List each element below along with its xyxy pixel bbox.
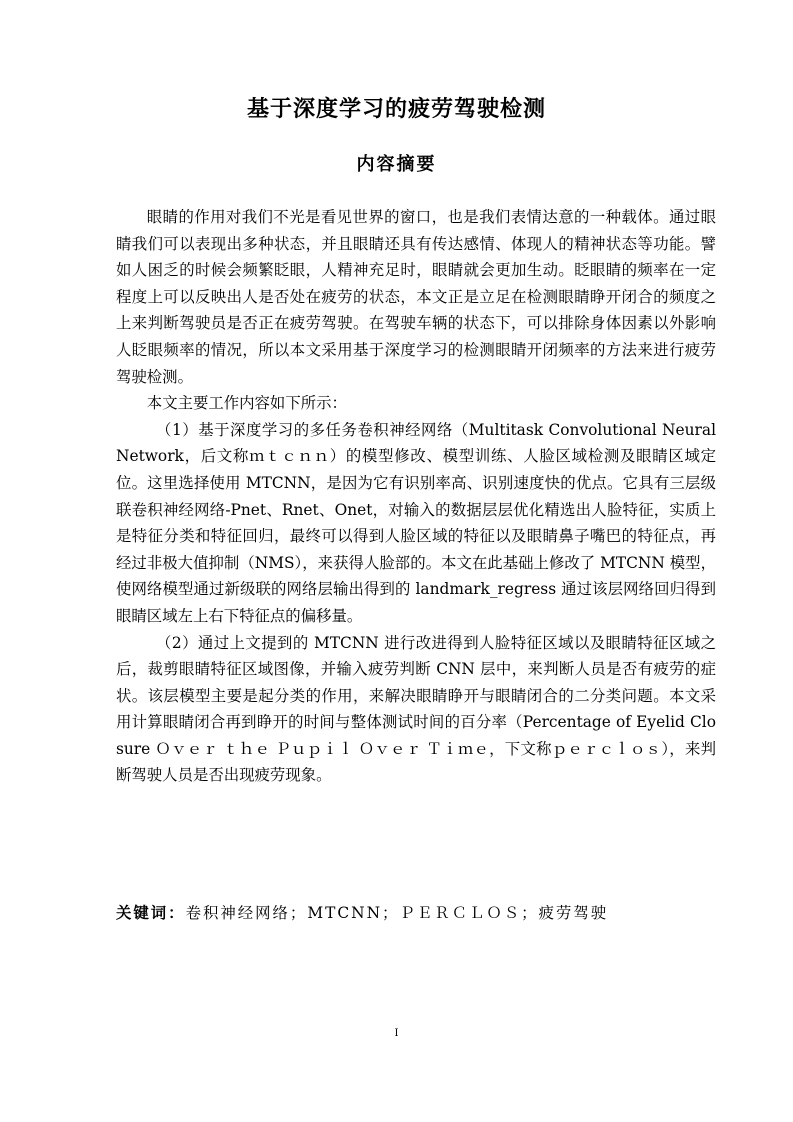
keywords-text: 卷积神经网络；MTCNN；ＰＥＲＣＬＯＳ；疲劳驾驶: [185, 904, 609, 922]
document-title: 基于深度学习的疲劳驾驶检测: [246, 97, 546, 122]
abstract-body: [116, 204, 716, 789]
abstract-paragraph-step-2: （2）通过上文提到的 MTCNN 进行改进得到人脸特征区域以及眼睛特征区域之后，裁剪眼睛特征区域图像，并输入疲劳判断 CNN 层中，来判断人员是否有疲劳的症状。该层模型主要是起分类的作用，来解决眼睛睁开与眼睛闭合的二分类问题。本文采用计算眼睛闭合再到睁开的时间与整体测试时间的百分率（Percentage of Eyelid Closure Ｏｖｅｒ ｔｈｅ Ｐｕｐｉｌ Ｏｖｅｒ Ｔｉｍｅ，下文称ｐｅｒｃｌｏｓ），来判断驾驶人员是否出现疲劳现象。: [116, 633, 716, 785]
page-number: I: [394, 1028, 399, 1039]
abstract-paragraph-step-1: （1）基于深度学习的多任务卷积神经网络（Multitask Convolutional Neural Network，后文称ｍｔｃｎｎ）的模型修改、模型训练、人脸区域检测及眼睛区域定位。这里选择使用 MTCNN，是因为它有识别率高、识别速度快的优点。它具有三层级联卷积神经网络-Pnet、Rnet、Onet，对输入的数据层层优化精选出人脸特征，实质上是特征分类和特征回归，最终可以得到人脸区域的特征以及眼睛鼻子嘴巴的特征点，再经过非极大值抑制（NMS），来获得人脸部的。本文在此基础上修改了 MTCNN 模型，使网络模型通过新级联的网络层输出得到的 landmark_regress 通过该层网络回归得到眼睛区域左上右下特征点的偏移量。: [116, 420, 716, 625]
abstract-paragraph-work-intro: 本文主要工作内容如下所示：: [146, 394, 347, 413]
keywords-label: 关键词：: [116, 904, 186, 922]
abstract-paragraph-intro: 眼睛的作用对我们不光是看见世界的窗口，也是我们表情达意的一种载体。通过眼睛我们可以表现出多种状态，并且眼睛还具有传达感情、体现人的精神状态等功能。譬如人困乏的时候会频繁眨眼，人精神充足时，眼睛就会更加生动。眨眼睛的频率在一定程度上可以反映出人是否处在疲劳的状态，本文正是立足在检测眼睛睁开闭合的频度之上来判断驾驶员是否正在疲劳驾驶。在驾驶车辆的状态下，可以排除身体因素以外影响人眨眼频率的情况，所以本文采用基于深度学习的检测眼睛开闭频率的方法来进行疲劳驾驶检测。: [116, 208, 716, 386]
abstract-heading: 内容摘要: [356, 154, 437, 175]
keywords-line: [116, 900, 716, 927]
